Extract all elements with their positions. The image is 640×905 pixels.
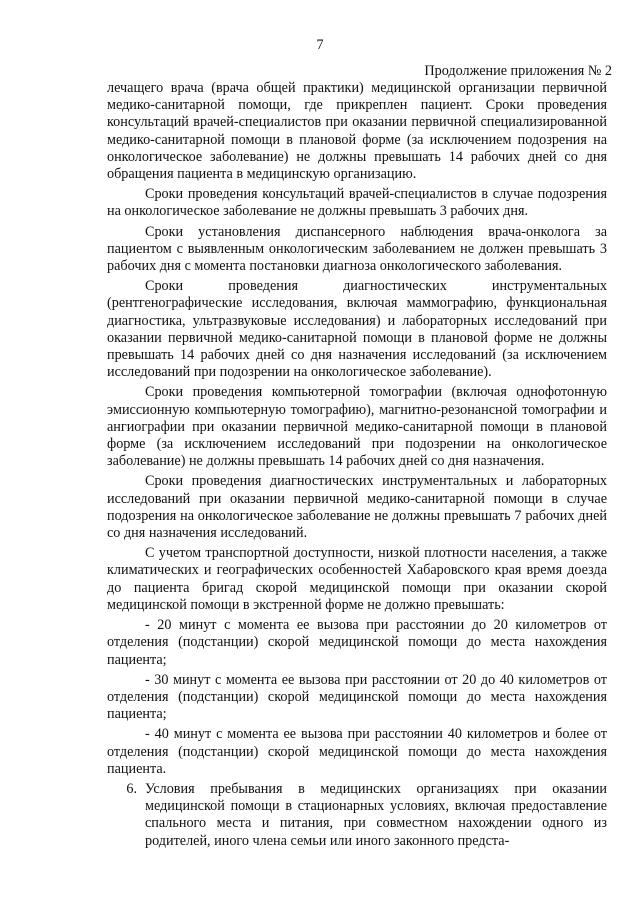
paragraph: Сроки проведения консультаций врачей-специалистов в случае подозрения на онкологическое заболевание не должны превышать 3 рабочих дня. (107, 186, 607, 220)
dash-list-item: - 30 минут с момента ее вызова при расстоянии от 20 до 40 километров от отделения (подстанции) скорой медицинской помощи до места нахождения пациента; (107, 671, 607, 723)
paragraph: Сроки проведения диагностических инструментальных и лабораторных исследований при оказании первичной медико-санитарной помощи в случае подозрения на онкологическое заболевание не должны превышать 7 рабочих дней со дня назначения исследований. (107, 473, 607, 542)
page-number: 7 (316, 37, 324, 53)
numbered-section (107, 781, 607, 850)
dash-list-item: - 20 минут с момента ее вызова при расстоянии до 20 километров от отделения (подстанции) скорой медицинской помощи до места нахождения пациента; (107, 617, 607, 668)
section-number: 6. (126, 781, 137, 797)
paragraph: С учетом транспортной доступности, низкой плотности населения, а также климатических и географических особенностей Хабаровского края время доезда до пациента бригад скорой медицинской помощи при оказании скорой медицинской помощи в экстренной форме не должно превышать: (107, 545, 607, 613)
paragraph: лечащего врача (врача общей практики) медицинской организации первичной медико-санитарной помощи, где прикреплен пациент. Сроки проведения консультаций врачей-специалистов при оказании первичной специализированной медико-санитарной помощи в плановой форме (за исключением подозрения на онкологическое заболевание) не должны превышать 14 рабочих дней со дня обращения пациента в медицинскую организацию. (107, 80, 607, 183)
paragraph: Сроки установления диспансерного наблюдения врача-онколога за пациентом с выявленным онкологическим заболеванием не должен превышать 3 рабочих дня с момента постановки диагноза онкологического заболевания. (107, 223, 607, 275)
dash-list-item: - 40 минут с момента ее вызова при расстоянии 40 километров и более от отделения (подстанции) скорой медицинской помощи до места нахождения пациента. (107, 726, 607, 777)
section-text: Условия пребывания в медицинских организациях при оказании медицинской помощи в стационарных условиях, включая предоставление спального места и питания, при совместном нахождении одного из родителей, иного члена семьи или иного законного предста- (145, 781, 607, 849)
appendix-continuation-note: Продолжение приложения № 2 (424, 63, 612, 79)
paragraph: Сроки проведения компьютерной томографии (включая однофотонную эмиссионную компьютерную томографию), магнитно-резонансной томографии и ангиографии при оказании первичной медико-санитарной помощи в плановой форме (за исключением исследований при подозрении на онкологическое заболевание) не должны превышать 14 рабочих дней со дня назначения. (107, 384, 607, 470)
body-text (107, 80, 607, 778)
paragraph: Сроки проведения диагностических инструментальных (рентгенографические исследования, включая маммографию, функциональная диагностика, ультразвуковые исследования) и лабораторных исследований при оказании первичной медико-санитарной помощи в плановой форме не должны превышать 14 рабочих дней со дня назначения исследований (за исключением исследований при подозрении на онкологическое заболевание). (107, 278, 607, 381)
